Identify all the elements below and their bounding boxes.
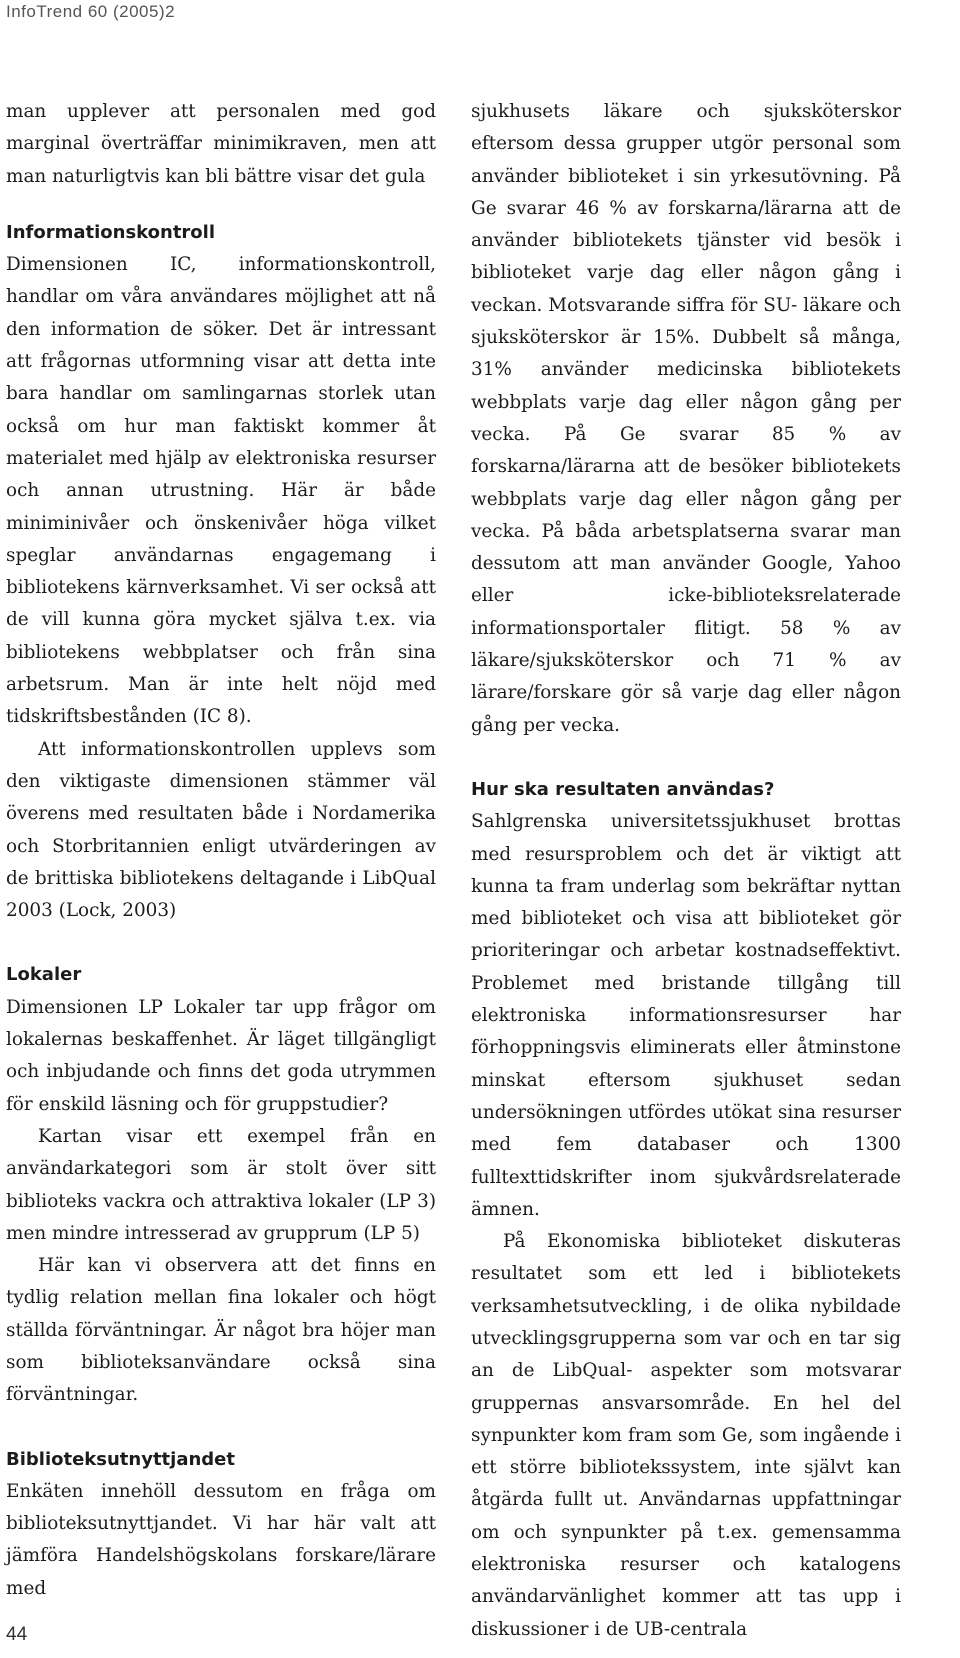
page-number: 44 xyxy=(6,1624,28,1645)
paragraph: Enkäten innehöll dessutom en fråga om biblioteksutnyttjandet. Vi har här valt att jämföra Handelshögskolans forskare/lärare med xyxy=(6,1480,436,1599)
paragraph: På Ekonomiska biblioteket diskuteras resultatet som ett led i bibliotekets verksamhetsutveckling, i de olika nybildade utvecklingsgrupperna som var och en tar sig an de LibQual- aspekter som motsvarar gruppernas ansvarsområde. En hel del synpunkter kom fram som Ge, som ingående i ett större bibliotekssystem, inte självt kan åtgärda fullt ut. Användarnas uppfattningar om och synpunkter på t.ex. gemensamma elektroniska resurser och katalogens användarvänlighet kommer att tas upp i diskussioner i de UB-centrala xyxy=(471,1231,901,1640)
section-heading-hur-ska-resultaten-anvandas: Hur ska resultaten användas? xyxy=(471,778,775,800)
paragraph: man upplever att personalen med god marginal överträffar minimikraven, men att man naturligtvis kan bli bättre visar det gula xyxy=(6,101,436,187)
left-column xyxy=(6,96,436,1605)
paragraph: Att informationskontrollen upplevs som den viktigaste dimensionen stämmer väl överens med resultaten både i Nordamerika och Storbritannien enligt utvärderingen av de brittiska bibliotekens deltagande i LibQual 2003 (Lock, 2003) xyxy=(6,738,436,922)
right-column xyxy=(471,96,901,1646)
paragraph: Dimensionen LP Lokaler tar upp frågor om lokalernas beskaffenhet. Är läget tillgängligt och inbjudande och finns det goda utrymmen för enskild läsning och för gruppstudier? xyxy=(6,996,436,1115)
paragraph: sjukhusets läkare och sjuksköterskor eftersom dessa grupper utgör personal som använder biblioteket i sin yrkesutövning. På Ge svarar 46 % av forskarna/lärarna att de använder bibliotekets tjänster vid besök i biblioteket varje dag eller någon gång i veckan. Motsvarande siffra för SU- läkare och sjuksköterskor är 15%. Dubbelt så många, 31% använder medicinska bibliotekets webbplats varje dag eller någon gång per vecka. På Ge svarar 85 % av forskarna/lärarna att de besöker bibliotekets webbplats varje dag eller någon gång per vecka. På båda arbetsplatserna svarar man dessutom att man använder Google, Yahoo eller icke-biblioteksrelaterade informationsportaler flitigt. 58 % av läkare/sjuksköterskor och 71 % av lärare/forskare gör så varje dag eller någon gång per vecka. xyxy=(471,101,901,736)
paragraph: Dimensionen IC, informationskontroll, handlar om våra användares möjlighet att nå den information de söker. Det är intressant att frågornas utformning visar att detta inte bara handlar om samlingarnas storlek utan också om hur man faktiskt kommer åt materialet med hjälp av elektroniska resurser och annan utrustning. Här är både miniminivåer och önskenivåer höga vilket speglar användarnas engagemang i bibliotekens kärnverksamhet. Vi ser också att de vill kunna göra mycket själva t.ex. via bibliotekens webbplatser och från sina arbetsrum. Man är inte helt nöjd med tidskriftsbestånden (IC 8). xyxy=(6,254,436,728)
paragraph: Kartan visar ett exempel från en användarkategori som är stolt över sitt biblioteks vackra och attraktiva lokaler (LP 3) men mindre intresserad av grupprum (LP 5) xyxy=(6,1125,436,1244)
paragraph: Sahlgrenska universitetssjukhuset brottas med resursproblem och det är viktigt att kunna ta fram underlag som bekräftar nyttan med biblioteket och visa att biblioteket gör prioriteringar och arbetar kostnadseffektivt. Problemet med bristande tillgång till elektroniska informationsresurser har förhoppningsvis eliminerats eller åtminstone minskat eftersom sjukhuset sedan undersökningen utfördes utökat sina resurser med fem databaser och 1300 fulltexttidskrifter inom sjukvårdsrelaterade ämnen. xyxy=(471,811,901,1220)
section-heading-biblioteksutnyttjandet: Biblioteksutnyttjandet xyxy=(6,1448,235,1470)
paragraph: Här kan vi observera att det finns en tydlig relation mellan fina lokaler och högt ställda förväntningar. Är något bra höjer man som biblioteksanvändare också sina förväntningar. xyxy=(6,1255,436,1406)
section-heading-lokaler: Lokaler xyxy=(6,964,82,986)
running-head: InfoTrend 60 (2005)2 xyxy=(6,2,176,21)
section-heading-informationskontroll: Informationskontroll xyxy=(6,221,216,243)
